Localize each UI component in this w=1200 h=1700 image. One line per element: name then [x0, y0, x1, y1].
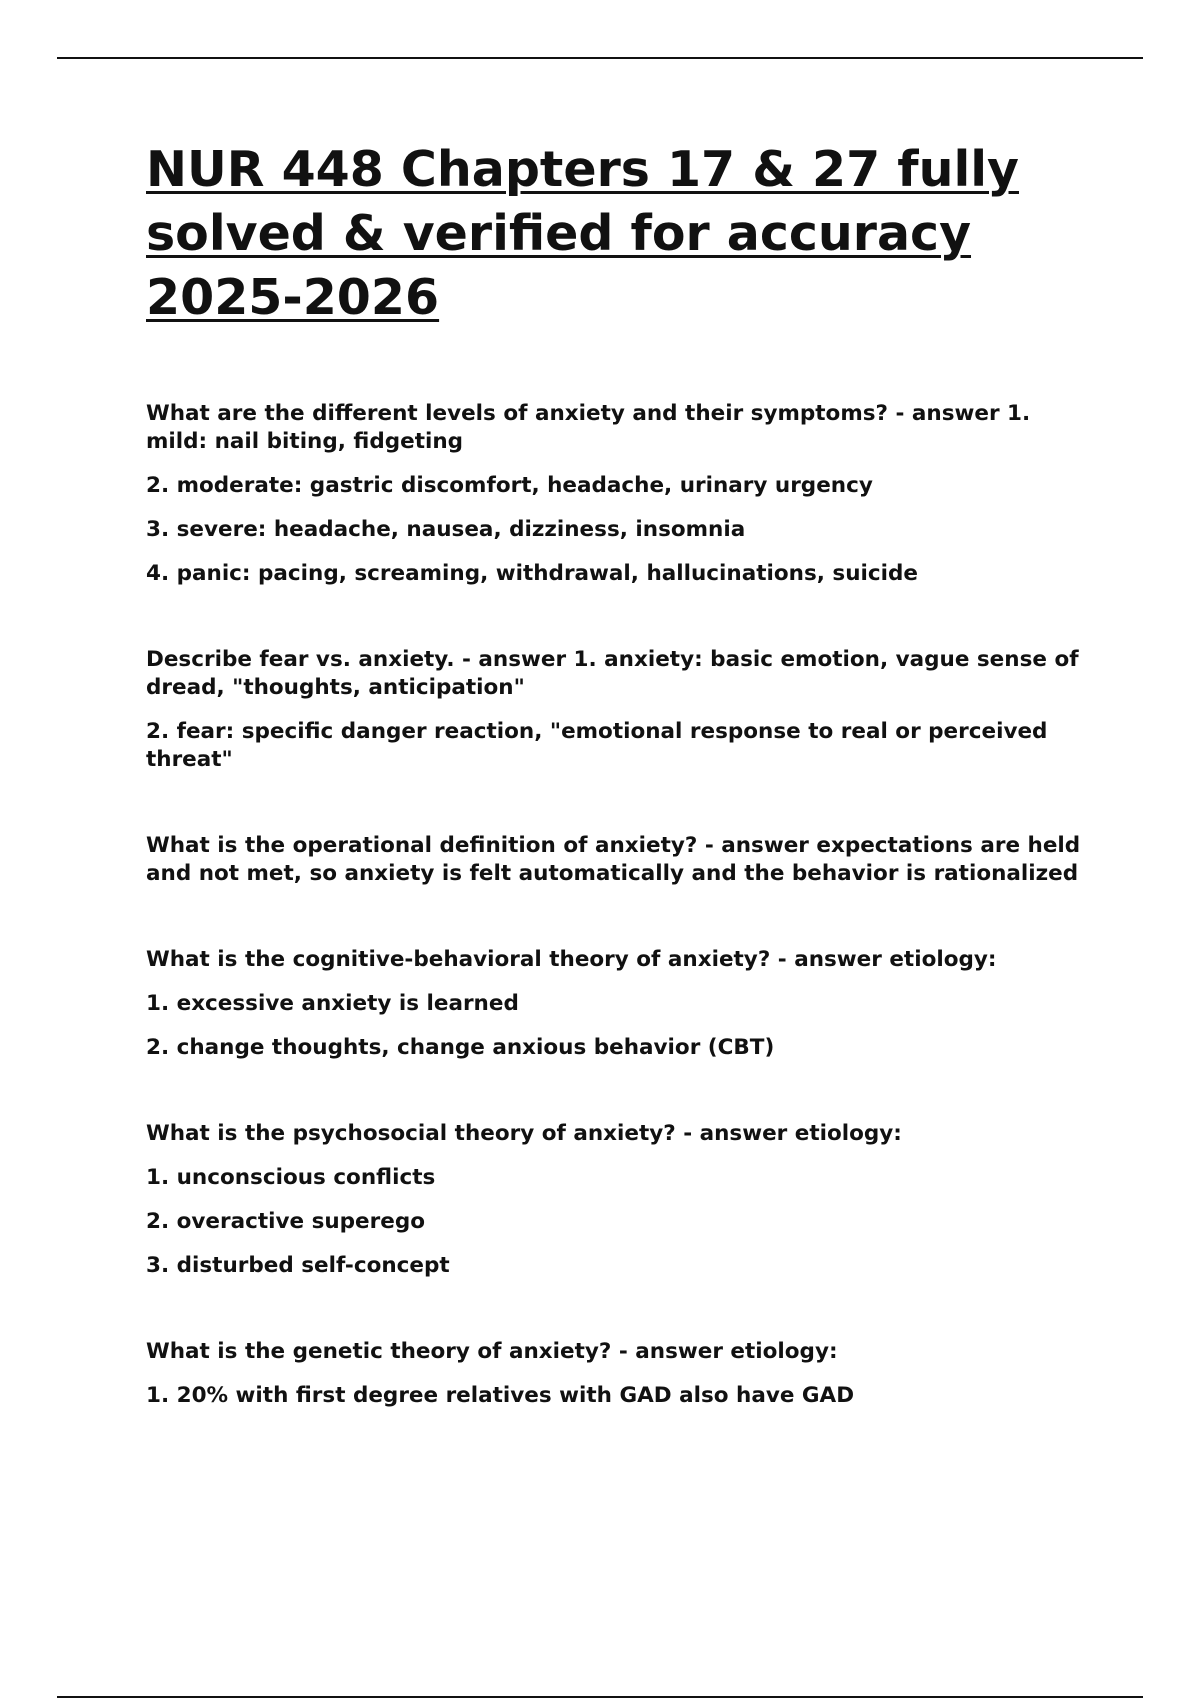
qa-fear-vs-anxiety — [146, 646, 1086, 774]
qa-line: What is the operational definition of anxiety? - answer expectations are held and not met, so anxiety is felt automatically and the behavior is rationalized — [146, 833, 1081, 886]
qa-psychosocial-theory — [146, 1120, 1086, 1280]
qa-line: 1. 20% with first degree relatives with GAD also have GAD — [146, 1383, 855, 1408]
qa-line: 1. unconscious conflicts — [146, 1165, 436, 1190]
qa-cognitive-behavioral-theory — [146, 946, 1086, 1062]
document-title: NUR 448 Chapters 17 & 27 fully solved & verified for accuracy 2025-2026 — [146, 141, 1019, 326]
qa-line: What are the different levels of anxiety and their symptoms? - answer 1. mild: nail biting, fidgeting — [146, 401, 1031, 454]
qa-line: What is the genetic theory of anxiety? - answer etiology: — [146, 1339, 838, 1364]
qa-operational-definition — [146, 832, 1086, 888]
qa-line: What is the cognitive-behavioral theory of anxiety? - answer etiology: — [146, 947, 997, 972]
qa-list — [146, 400, 1086, 1410]
qa-line: 2. change thoughts, change anxious behavior (CBT) — [146, 1035, 775, 1060]
qa-line: What is the psychosocial theory of anxiety? - answer etiology: — [146, 1121, 902, 1146]
qa-line: 1. excessive anxiety is learned — [146, 991, 519, 1016]
qa-line: 2. fear: specific danger reaction, "emotional response to real or perceived threat" — [146, 719, 1048, 772]
qa-line: Describe fear vs. anxiety. - answer 1. anxiety: basic emotion, vague sense of dread, "thoughts, anticipation" — [146, 647, 1079, 700]
bottom-rule — [57, 1696, 1143, 1698]
qa-line: 3. disturbed self-concept — [146, 1253, 450, 1278]
top-rule — [57, 57, 1143, 59]
qa-line: 2. moderate: gastric discomfort, headache, urinary urgency — [146, 473, 873, 498]
qa-genetic-theory — [146, 1338, 1086, 1410]
qa-line: 2. overactive superego — [146, 1209, 425, 1234]
qa-line: 4. panic: pacing, screaming, withdrawal, hallucinations, suicide — [146, 561, 918, 586]
qa-line: 3. severe: headache, nausea, dizziness, insomnia — [146, 517, 746, 542]
qa-anxiety-levels — [146, 400, 1086, 588]
document-body — [146, 138, 1086, 1468]
